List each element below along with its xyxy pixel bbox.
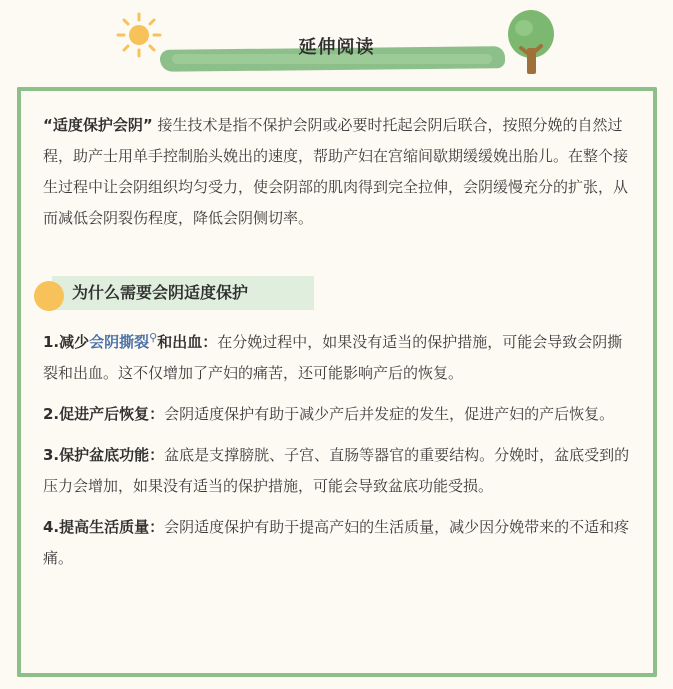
- item-text: 会阴适度保护有助于减少产后并发症的发生，促进产妇的产后恢复。: [164, 405, 615, 423]
- item-text: 在分娩过程中，如果没有适当的保护措施，可能会导致会阴撕裂和出血。这不仅增加了产妇的痛苦，还可能影响产后的恢复。: [43, 333, 623, 382]
- section-heading: [34, 276, 314, 312]
- search-icon[interactable]: ⚲: [149, 331, 158, 344]
- item-lead: 1.减少: [43, 333, 90, 351]
- list-item: [43, 440, 635, 502]
- list-item: [43, 399, 635, 430]
- section-heading-dot: [34, 281, 64, 311]
- intro-term: “适度保护会阴”: [43, 116, 153, 134]
- tree-icon: [505, 8, 557, 76]
- frame-left-border: [17, 87, 21, 677]
- list-item: [43, 322, 635, 389]
- item-lead: 3.保护盆底功能：: [43, 446, 165, 464]
- reasons-list: [43, 322, 635, 584]
- item-lead: 和出血：: [157, 333, 218, 351]
- intro-section: [43, 110, 633, 234]
- frame-top-border: [17, 87, 657, 91]
- header-banner: [0, 0, 673, 82]
- item-lead: 4.提高生活质量：: [43, 518, 165, 536]
- item-text: 盆底是支撑膀胱、子宫、直肠等器官的重要结构。分娩时，盆底受到的压力会增加，如果没有适当的保护措施，可能会导致盆底功能受损。: [43, 446, 630, 495]
- page-title: 延伸阅读: [298, 37, 375, 58]
- frame-right-border: [653, 87, 657, 677]
- list-item: [43, 512, 635, 574]
- item-lead: 2.促进产后恢复：: [43, 405, 165, 423]
- intro-text: 接生技术是指不保护会阴或必要时托起会阴后联合，按照分娩的自然过程，助产士用单手控制胎头娩出的速度，帮助产妇在宫缩间歇期缓缓娩出胎儿。在整个接生过程中让会阴组织均匀受力，使会阴部的肌肉得到完全拉伸，会阴缓慢充分的扩张，从而减低会阴裂伤程度，降低会阴侧切率。: [43, 116, 629, 227]
- item-text: 会阴适度保护有助于提高产妇的生活质量，减少因分娩带来的不适和疼痛。: [43, 518, 630, 567]
- perineal-tear-link[interactable]: 会阴撕裂: [89, 333, 150, 351]
- intro-paragraph: [43, 110, 633, 234]
- frame-bottom-border: [17, 673, 657, 677]
- section-title: 为什么需要会阴适度保护: [72, 283, 249, 302]
